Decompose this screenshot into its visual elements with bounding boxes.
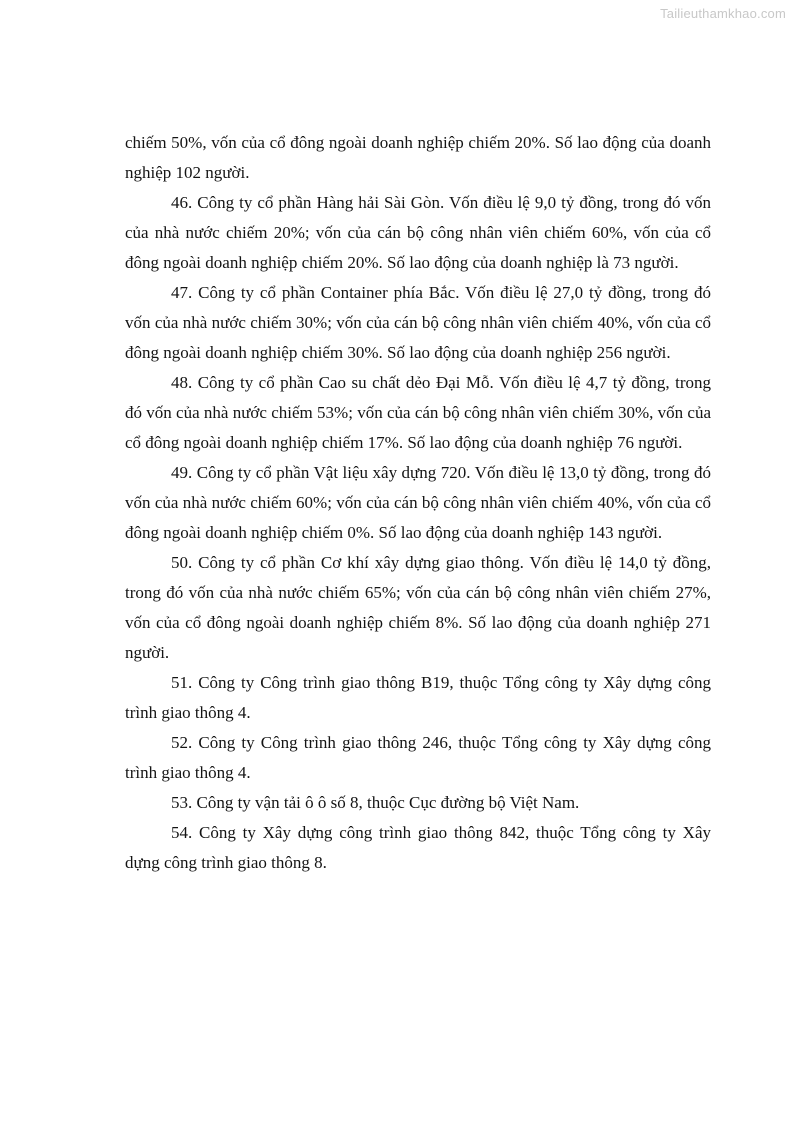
paragraph-continued: chiếm 50%, vốn của cổ đông ngoài doanh nghiệp chiếm 20%. Số lao động của doanh nghiệp 102 người.: [125, 133, 711, 182]
paragraph-item-53: 53. Công ty vận tải ô ô số 8, thuộc Cục đường bộ Việt Nam.: [171, 793, 580, 812]
paragraph-item-49: 49. Công ty cổ phần Vật liệu xây dựng 720. Vốn điều lệ 13,0 tỷ đồng, trong đó vốn của nhà nước chiếm 60%; vốn của cán bộ công nhân viên chiếm 40%, vốn của cổ đông ngoài doanh nghiệp chiếm 0%. Số lao động của doanh nghiệp 143 người.: [125, 463, 711, 542]
paragraph-item-46: 46. Công ty cổ phần Hàng hải Sài Gòn. Vốn điều lệ 9,0 tỷ đồng, trong đó vốn của nhà nước chiếm 20%; vốn của cán bộ công nhân viên chiếm 60%, vốn của cổ đông ngoài doanh nghiệp chiếm 20%. Số lao động của doanh nghiệp là 73 người.: [125, 193, 711, 272]
watermark-text: Tailieuthamkhao.com: [660, 6, 786, 21]
paragraph-item-54: 54. Công ty Xây dựng công trình giao thông 842, thuộc Tổng công ty Xây dựng công trình giao thông 8.: [125, 823, 711, 872]
paragraph-item-51: 51. Công ty Công trình giao thông B19, thuộc Tổng công ty Xây dựng công trình giao thông 4.: [125, 673, 711, 722]
document-body: [125, 128, 711, 878]
paragraph-item-50: 50. Công ty cổ phần Cơ khí xây dựng giao thông. Vốn điều lệ 14,0 tỷ đồng, trong đó vốn của nhà nước chiếm 65%; vốn của cán bộ công nhân viên chiếm 27%, vốn của cổ đông ngoài doanh nghiệp chiếm 8%. Số lao động của doanh nghiệp 271 người.: [125, 553, 711, 662]
paragraph-item-47: 47. Công ty cổ phần Container phía Bắc. Vốn điều lệ 27,0 tỷ đồng, trong đó vốn của nhà nước chiếm 30%; vốn của cán bộ công nhân viên chiếm 40%, vốn của cổ đông ngoài doanh nghiệp chiếm 30%. Số lao động của doanh nghiệp 256 người.: [125, 283, 711, 362]
paragraph-item-52: 52. Công ty Công trình giao thông 246, thuộc Tổng công ty Xây dựng công trình giao thông 4.: [125, 733, 711, 782]
paragraph-item-48: 48. Công ty cổ phần Cao su chất dẻo Đại Mỗ. Vốn điều lệ 4,7 tỷ đồng, trong đó vốn của nhà nước chiếm 53%; vốn của cán bộ công nhân viên chiếm 30%, vốn của cổ đông ngoài doanh nghiệp chiếm 17%. Số lao động của doanh nghiệp 76 người.: [125, 373, 711, 452]
